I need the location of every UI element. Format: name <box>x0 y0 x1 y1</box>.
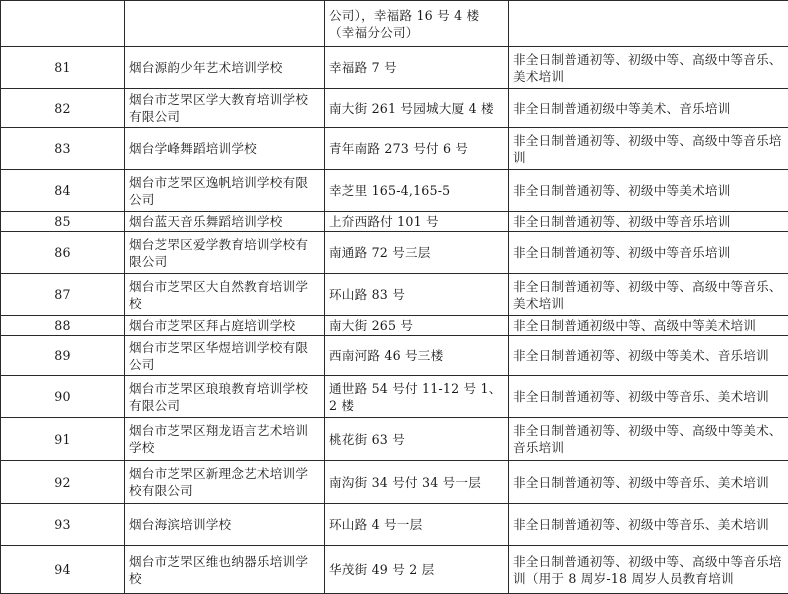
school-address: 幸福路 7 号 <box>325 47 509 89</box>
row-number: 86 <box>1 232 125 274</box>
training-scope: 非全日制普通初等、初级中等音乐、美术培训 <box>509 376 788 418</box>
school-address: 青年南路 273 号付 6 号 <box>325 128 509 170</box>
school-address: 华茂街 49 号 2 层 <box>325 546 509 594</box>
table-row <box>1 316 788 336</box>
row-number: 94 <box>1 546 125 594</box>
table-row <box>1 461 788 504</box>
school-name: 烟台蓝天音乐舞蹈培训学校 <box>125 212 325 232</box>
school-name: 烟台市芝罘区拜占庭培训学校 <box>125 316 325 336</box>
row-number: 88 <box>1 316 125 336</box>
row-number: 93 <box>1 504 125 546</box>
training-scope: 非全日制普通初等、初级中等音乐、美术培训 <box>509 461 788 504</box>
training-scope <box>509 1 788 47</box>
table-row <box>1 232 788 274</box>
row-number: 83 <box>1 128 125 170</box>
school-name: 烟台市芝罘区新理念艺术培训学校有限公司 <box>125 461 325 504</box>
row-number: 81 <box>1 47 125 89</box>
school-name: 烟台市芝罘区逸帆培训学校有限公司 <box>125 170 325 212</box>
table-row <box>1 89 788 128</box>
school-address: 南沟街 34 号付 34 号一层 <box>325 461 509 504</box>
row-number: 92 <box>1 461 125 504</box>
school-address: 西南河路 46 号三楼 <box>325 336 509 376</box>
training-scope: 非全日制普通初级中等美术、音乐培训 <box>509 89 788 128</box>
school-name: 烟台市芝罘区学大教育培训学校有限公司 <box>125 89 325 128</box>
row-number: 91 <box>1 418 125 461</box>
school-address: 环山路 4 号一层 <box>325 504 509 546</box>
school-name: 烟台芝罘区爱学教育培训学校有限公司 <box>125 232 325 274</box>
school-name: 烟台市芝罘区大自然教育培训学校 <box>125 274 325 316</box>
school-address: 桃花街 63 号 <box>325 418 509 461</box>
training-scope: 非全日制普通初等、初级中等、高级中等音乐、美术培训 <box>509 274 788 316</box>
school-name: 烟台市芝罘区琅琅教育培训学校有限公司 <box>125 376 325 418</box>
table-row <box>1 212 788 232</box>
school-name <box>125 1 325 47</box>
school-name: 烟台市芝罘区维也纳器乐培训学校 <box>125 546 325 594</box>
row-number: 89 <box>1 336 125 376</box>
training-scope: 非全日制普通初等、初级中等、高级中等音乐培训 <box>509 128 788 170</box>
school-name: 烟台海滨培训学校 <box>125 504 325 546</box>
table-row <box>1 336 788 376</box>
table-row <box>1 546 788 594</box>
school-name: 烟台市芝罘区华煜培训学校有限公司 <box>125 336 325 376</box>
row-number: 90 <box>1 376 125 418</box>
training-scope: 非全日制普通初等、初级中等、高级中等音乐培训（用于 8 周岁-18 周岁人员教育培训 <box>509 546 788 594</box>
table-row <box>1 128 788 170</box>
training-scope: 非全日制普通初等、初级中等音乐培训 <box>509 212 788 232</box>
table-row <box>1 170 788 212</box>
row-number: 82 <box>1 89 125 128</box>
training-scope: 非全日制普通初等、初级中等音乐、美术培训 <box>509 504 788 546</box>
school-address: 公司），幸福路 16 号 4 楼（幸福分公司） <box>325 1 509 47</box>
school-address: 上夼西路付 101 号 <box>325 212 509 232</box>
table-row <box>1 274 788 316</box>
table-row <box>1 376 788 418</box>
school-address: 通世路 54 号付 11-12 号 1、2 楼 <box>325 376 509 418</box>
table-row <box>1 47 788 89</box>
table-row <box>1 504 788 546</box>
school-address: 南大街 261 号园城大厦 4 楼 <box>325 89 509 128</box>
school-address: 环山路 83 号 <box>325 274 509 316</box>
table-body <box>1 1 788 594</box>
school-name: 烟台源韵少年艺术培训学校 <box>125 47 325 89</box>
table-row <box>1 1 788 47</box>
school-name: 烟台市芝罘区翔龙语言艺术培训学校 <box>125 418 325 461</box>
row-number: 85 <box>1 212 125 232</box>
table-row <box>1 418 788 461</box>
school-name: 烟台学峰舞蹈培训学校 <box>125 128 325 170</box>
training-scope: 非全日制普通初等、初级中等、高级中等音乐、美术培训 <box>509 47 788 89</box>
row-number: 84 <box>1 170 125 212</box>
row-number: 87 <box>1 274 125 316</box>
training-scope: 非全日制普通初等、初级中等美术、音乐培训 <box>509 336 788 376</box>
training-scope: 非全日制普通初等、初级中等、高级中等美术、音乐培训 <box>509 418 788 461</box>
school-address: 南通路 72 号三层 <box>325 232 509 274</box>
school-address: 幸芝里 165-4,165-5 <box>325 170 509 212</box>
row-number <box>1 1 125 47</box>
school-address: 南大街 265 号 <box>325 316 509 336</box>
training-scope: 非全日制普通初等、初级中等音乐培训 <box>509 232 788 274</box>
training-scope: 非全日制普通初等、初级中等美术培训 <box>509 170 788 212</box>
training-scope: 非全日制普通初级中等、高级中等美术培训 <box>509 316 788 336</box>
